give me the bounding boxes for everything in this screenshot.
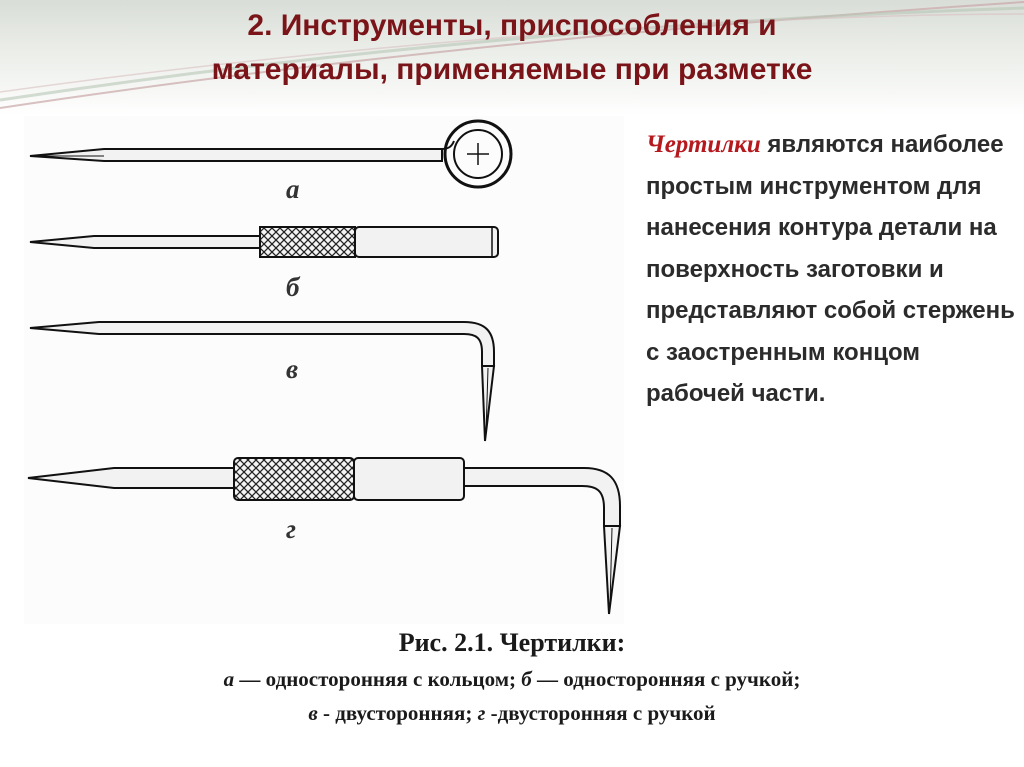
figure-label-g: г xyxy=(286,514,296,544)
caption-line-1 xyxy=(0,662,1024,696)
caption-text-a: — односторонняя с кольцом; xyxy=(234,667,522,691)
description-term: Чертилки xyxy=(646,131,761,158)
caption-letter-a: а xyxy=(223,667,235,691)
figure-caption xyxy=(0,624,1024,730)
caption-letter-v: в xyxy=(308,701,318,725)
caption-text-v: - двусторонняя; xyxy=(317,701,478,725)
description-body: являются наиболее простым инструментом для нанесения контура детали на поверхность заготовки и представляют собой стержень с заостренным концом рабочей части. xyxy=(646,131,1015,407)
caption-text-b: — односторонняя с ручкой; xyxy=(531,667,801,691)
scriber-a-drawing xyxy=(30,121,511,187)
caption-line-2 xyxy=(0,696,1024,730)
caption-text-g: -двусторонняя с ручкой xyxy=(485,701,716,725)
page-title-line1: 2. Инструменты, приспособления и xyxy=(247,9,777,42)
caption-letter-g: г xyxy=(477,701,486,725)
page-title-line2: материалы, применяемые при разметке xyxy=(211,53,813,86)
scribers-illustration xyxy=(24,116,624,624)
figure-label-b: б xyxy=(286,272,300,302)
scriber-b-drawing xyxy=(30,227,498,257)
figure-label-a: а xyxy=(286,174,300,204)
description-text xyxy=(646,124,1016,415)
figure-label-v: в xyxy=(286,354,299,384)
page-title xyxy=(0,4,1024,92)
caption-letter-b: б xyxy=(521,667,532,691)
scriber-g-drawing xyxy=(28,458,620,614)
scriber-v-drawing xyxy=(30,322,494,441)
caption-title: Рис. 2.1. Чертилки: xyxy=(398,628,626,657)
scribers-figure xyxy=(24,116,624,624)
